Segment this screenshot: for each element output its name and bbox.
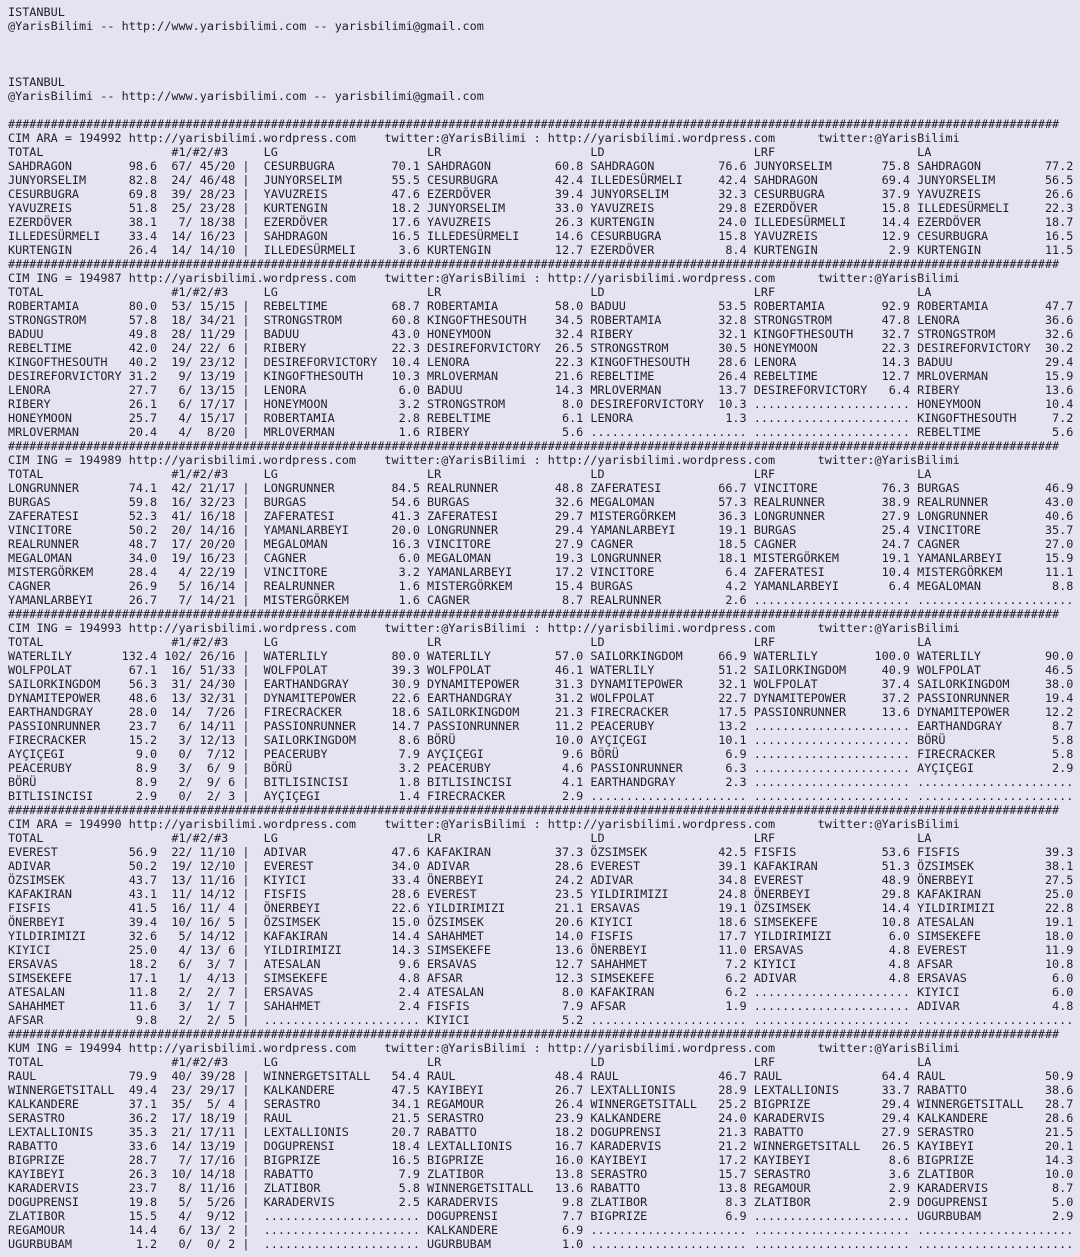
- table-row: LONGRUNNER 74.1 42/ 21/17 | LONGRUNNER 84.5 REALRUNNER 48.8 ZAFERATESI 66.7 VINCITORE 76.3 BURGAS 46.9: [8, 481, 1074, 495]
- table-row: PASSIONRUNNER 23.7 6/ 14/11 | PASSIONRUNNER 14.7 PASSIONRUNNER 11.2 PEACERUBY 13.2 ...................... EARTHANDGRAY 8.7: [8, 719, 1074, 733]
- column-header-row: TOTAL #1/#2/#3 LG LR LD LRF LA: [8, 1055, 932, 1069]
- table-row: DYNAMITEPOWER 48.6 13/ 32/31 | DYNAMITEPOWER 22.6 EARTHANDGRAY 31.2 WOLFPOLAT 22.7 DYNAMITEPOWER 37.2 PASSIONRUNNER 19.4: [8, 691, 1074, 705]
- table-row: ÖZSIMSEK 43.7 13/ 11/16 | KIYICI 33.4 ÖNERBEYI 24.2 ADIVAR 34.8 EVEREST 48.9 ÖNERBEYI 27.5: [8, 873, 1074, 887]
- table-row: ATESALAN 11.8 2/ 2/ 7 | ERSAVAS 2.4 ATESALAN 8.0 KAFAKIRAN 6.2 ...................... KIYICI 6.0: [8, 985, 1074, 999]
- table-row: ILLEDESÜRMELI 33.4 14/ 16/23 | SAHDRAGON 16.5 ILLEDESÜRMELI 14.6 CESURBUGRA 15.8 YAVUZREIS 12.9 CESURBUGRA 16.5: [8, 229, 1074, 243]
- table-row: SAHDRAGON 98.6 67/ 45/20 | CESURBUGRA 70.1 SAHDRAGON 60.8 SAHDRAGON 76.6 JUNYORSELIM 75.8 SAHDRAGON 77.2: [8, 159, 1074, 173]
- table-row: YAMANLARBEYI 26.7 7/ 14/21 | MISTERGÖRKEM 1.6 CAGNER 8.7 REALRUNNER 2.6 ...................... ......................: [8, 593, 1074, 607]
- table-row: WOLFPOLAT 67.1 16/ 51/33 | WOLFPOLAT 39.3 WOLFPOLAT 46.1 WATERLILY 51.2 SAILORKINGDOM 40.9 WOLFPOLAT 46.5: [8, 663, 1074, 677]
- table-row: KARADERVIS 23.7 8/ 11/16 | ZLATIBOR 5.8 WINNERGETSITALL 13.6 RABATTO 13.8 REGAMOUR 2.9 KARADERVIS 8.7: [8, 1181, 1074, 1195]
- table-row: FIRECRACKER 15.2 3/ 12/13 | SAILORKINGDOM 8.6 BÖRÜ 10.0 AYÇIÇEGI 10.1 ...................... BÖRÜ 5.8: [8, 733, 1074, 747]
- table-row: EZERDÖVER 38.1 7/ 18/38 | EZERDÖVER 17.6 YAVUZREIS 26.3 KURTENGIN 24.0 ILLEDESÜRMELI 14.4 EZERDÖVER 18.7: [8, 215, 1074, 229]
- table-row: MEGALOMAN 34.0 19/ 16/23 | CAGNER 6.0 MEGALOMAN 19.3 LONGRUNNER 18.1 MISTERGÖRKEM 19.1 YAMANLARBEYI 15.9: [8, 551, 1074, 565]
- table-row: DOGUPRENSI 19.8 5/ 5/26 | KARADERVIS 2.5 KARADERVIS 9.8 ZLATIBOR 8.3 ZLATIBOR 2.9 DOGUPRENSI 5.0: [8, 1195, 1074, 1209]
- table-row: RABATTO 33.6 14/ 13/19 | DOGUPRENSI 18.4 LEXTALLIONIS 16.7 KARADERVIS 21.2 WINNERGETSITALL 26.5 KAYIBEYI 20.1: [8, 1139, 1074, 1153]
- table-row: SIMSEKEFE 17.1 1/ 4/13 | SIMSEKEFE 4.8 AFSAR 12.3 SIMSEKEFE 6.2 ADIVAR 4.8 ERSAVAS 6.0: [8, 971, 1074, 985]
- section-title: CIM ING = 194993 http://yarisbilimi.wordpress.com twitter:@YarisBilimi : http://yarisbilimi.wordpress.com twitter:@YarisBilimi: [8, 621, 960, 635]
- section-title: CIM ARA = 194992 http://yarisbilimi.wordpress.com twitter:@YarisBilimi : http://yarisbilimi.wordpress.com twitter:@YarisBilimi: [8, 131, 960, 145]
- table-row: JUNYORSELIM 82.8 24/ 46/48 | JUNYORSELIM 55.5 CESURBUGRA 42.4 ILLEDESÜRMELI 42.4 SAHDRAGON 69.4 JUNYORSELIM 56.5: [8, 173, 1074, 187]
- report-body: [8, 117, 1080, 1251]
- blank-line: [8, 61, 1080, 75]
- table-row: ZLATIBOR 15.5 4/ 9/12 | ...................... DOGUPRENSI 7.7 BIGPRIZE 6.9 ...................... UGURBUBAM 2.9: [8, 1209, 1074, 1223]
- column-header-row: TOTAL #1/#2/#3 LG LR LD LRF LA: [8, 285, 932, 299]
- table-row: BURGAS 59.8 16/ 32/23 | BURGAS 54.6 BURGAS 32.6 MEGALOMAN 57.3 REALRUNNER 38.9 REALRUNNER 43.0: [8, 495, 1074, 509]
- table-row: SERASTRO 36.2 17/ 18/19 | RAUL 21.5 SERASTRO 23.9 KALKANDERE 24.0 KARADERVIS 29.4 KALKANDERE 28.6: [8, 1111, 1074, 1125]
- table-row: WINNERGETSITALL 49.4 23/ 29/17 | KALKANDERE 47.5 KAYIBEYI 26.7 LEXTALLIONIS 28.9 LEXTALLIONIS 33.7 RABATTO 38.6: [8, 1083, 1074, 1097]
- table-row: LEXTALLIONIS 35.3 21/ 17/11 | LEXTALLIONIS 20.7 RABATTO 18.2 DOGUPRENSI 21.3 RABATTO 27.9 SERASTRO 21.5: [8, 1125, 1074, 1139]
- table-row: SAILORKINGDOM 56.3 31/ 24/30 | EARTHANDGRAY 30.9 DYNAMITEPOWER 31.3 DYNAMITEPOWER 32.1 WOLFPOLAT 37.4 SAILORKINGDOM 38.0: [8, 677, 1074, 691]
- blank-line: [8, 33, 1080, 47]
- section-title: CIM ING = 194987 http://yarisbilimi.wordpress.com twitter:@YarisBilimi : http://yarisbilimi.wordpress.com twitter:@YarisBilimi: [8, 271, 960, 285]
- table-row: HONEYMOON 25.7 4/ 15/17 | ROBERTAMIA 2.8 REBELTIME 6.1 LENORA 1.3 ...................... KINGOFTHESOUTH 7.2: [8, 411, 1074, 425]
- table-row: ÖNERBEYI 39.4 10/ 16/ 5 | ÖZSIMSEK 15.0 ÖZSIMSEK 20.6 KIYICI 18.6 SIMSEKEFE 10.8 ATESALAN 19.1: [8, 915, 1074, 929]
- table-row: BÖRÜ 8.9 2/ 9/ 6 | BITLISINCISI 1.8 BITLISINCISI 4.1 EARTHANDGRAY 2.3 ...................... ......................: [8, 775, 1074, 789]
- masthead-byline: @YarisBilimi -- http://www.yarisbilimi.com -- yarisbilimi@gmail.com: [8, 19, 484, 33]
- table-row: FISFIS 41.5 16/ 11/ 4 | ÖNERBEYI 22.6 YILDIRIMIZI 21.1 ERSAVAS 19.1 ÖZSIMSEK 14.4 YILDIRIMIZI 22.8: [8, 901, 1074, 915]
- section-title: KUM ING = 194994 http://yarisbilimi.wordpress.com twitter:@YarisBilimi : http://yarisbilimi.wordpress.com twitter:@YarisBilimi: [8, 1041, 960, 1055]
- column-header-row: TOTAL #1/#2/#3 LG LR LD LRF LA: [8, 831, 932, 845]
- table-row: EVEREST 56.9 22/ 11/10 | ADIVAR 47.6 KAFAKIRAN 37.3 ÖZSIMSEK 42.5 FISFIS 53.6 FISFIS 39.3: [8, 845, 1074, 859]
- section-title: CIM ARA = 194990 http://yarisbilimi.wordpress.com twitter:@YarisBilimi : http://yarisbilimi.wordpress.com twitter:@YarisBilimi: [8, 817, 960, 831]
- table-row: KALKANDERE 37.1 35/ 5/ 4 | SERASTRO 34.1 REGAMOUR 26.4 WINNERGETSITALL 25.2 BIGPRIZE 29.4 WINNERGETSITALL 28.7: [8, 1097, 1074, 1111]
- table-row: EARTHANDGRAY 28.0 14/ 7/26 | FIRECRACKER 18.6 SAILORKINGDOM 21.3 FIRECRACKER 17.5 PASSIONRUNNER 13.6 DYNAMITEPOWER 12.2: [8, 705, 1074, 719]
- column-header-row: TOTAL #1/#2/#3 LG LR LD LRF LA: [8, 145, 932, 159]
- table-row: BITLISINCISI 2.9 0/ 2/ 3 | AYÇIÇEGI 1.4 FIRECRACKER 2.9 ...................... ...................... ......................: [8, 789, 1074, 803]
- table-row: ZAFERATESI 52.3 41/ 16/18 | ZAFERATESI 41.3 ZAFERATESI 29.7 MISTERGÖRKEM 36.3 LONGRUNNER 27.9 LONGRUNNER 40.6: [8, 509, 1074, 523]
- section-divider: ####################################################################################################################################################: [8, 439, 1060, 453]
- table-row: REGAMOUR 14.4 6/ 13/ 2 | ...................... KALKANDERE 6.9 ...................... ...................... ......................: [8, 1223, 1074, 1237]
- section-divider: ####################################################################################################################################################: [8, 803, 1060, 817]
- section-divider: ####################################################################################################################################################: [8, 1027, 1060, 1041]
- table-row: LENORA 27.7 6/ 13/15 | LENORA 6.0 BADUU 14.3 MRLOVERMAN 13.7 DESIREFORVICTORY 6.4 RIBERY 13.6: [8, 383, 1074, 397]
- table-row: SAHAHMET 11.6 3/ 1/ 7 | SAHAHMET 2.4 FISFIS 7.9 AFSAR 1.9 ...................... ADIVAR 4.8: [8, 999, 1074, 1013]
- table-row: WATERLILY 132.4 102/ 26/16 | WATERLILY 80.0 WATERLILY 57.0 SAILORKINGDOM 66.9 WATERLILY 100.0 WATERLILY 90.0: [8, 649, 1074, 663]
- table-row: DESIREFORVICTORY 31.2 9/ 13/19 | KINGOFTHESOUTH 10.3 MRLOVERMAN 21.6 REBELTIME 26.4 REBELTIME 12.7 MRLOVERMAN 15.9: [8, 369, 1074, 383]
- table-row: YILDIRIMIZI 32.6 5/ 14/12 | KAFAKIRAN 14.4 SAHAHMET 14.0 FISFIS 17.7 YILDIRIMIZI 6.0 SIMSEKEFE 18.0: [8, 929, 1074, 943]
- table-row: BADUU 49.8 28/ 11/29 | BADUU 43.0 HONEYMOON 32.4 RIBERY 32.1 KINGOFTHESOUTH 32.7 STRONGSTROM 32.6: [8, 327, 1074, 341]
- table-row: KURTENGIN 26.4 14/ 14/10 | ILLEDESÜRMELI 3.6 KURTENGIN 12.7 EZERDÖVER 8.4 KURTENGIN 2.9 KURTENGIN 11.5: [8, 243, 1074, 257]
- table-row: AFSAR 9.8 2/ 2/ 5 | ...................... KIYICI 5.2 ...................... ...................... ......................: [8, 1013, 1074, 1027]
- table-row: PEACERUBY 8.9 3/ 6/ 9 | BÖRÜ 3.2 PEACERUBY 4.6 PASSIONRUNNER 6.3 ...................... AYÇIÇEGI 2.9: [8, 761, 1074, 775]
- table-row: UGURBUBAM 1.2 0/ 0/ 2 | ...................... UGURBUBAM 1.0 ...................... ...................... ......................: [8, 1237, 1074, 1251]
- table-row: MISTERGÖRKEM 28.4 4/ 22/19 | VINCITORE 3.2 YAMANLARBEYI 17.2 VINCITORE 6.4 ZAFERATESI 10.4 MISTERGÖRKEM 11.1: [8, 565, 1074, 579]
- table-row: KAFAKIRAN 43.1 11/ 14/12 | FISFIS 28.6 EVEREST 23.5 YILDIRIMIZI 24.8 ÖNERBEYI 29.8 KAFAKIRAN 25.0: [8, 887, 1074, 901]
- table-row: ROBERTAMIA 80.0 53/ 15/15 | REBELTIME 68.7 ROBERTAMIA 58.0 BADUU 53.5 ROBERTAMIA 92.9 ROBERTAMIA 47.7: [8, 299, 1074, 313]
- table-row: VINCITORE 50.2 20/ 14/16 | YAMANLARBEYI 20.0 LONGRUNNER 29.4 YAMANLARBEYI 19.1 BURGAS 25.4 VINCITORE 35.7: [8, 523, 1074, 537]
- table-row: REBELTIME 42.0 24/ 22/ 6 | RIBERY 22.3 DESIREFORVICTORY 26.5 STRONGSTROM 30.5 HONEYMOON 22.3 DESIREFORVICTORY 30.2: [8, 341, 1074, 355]
- blank-line: [8, 103, 1080, 117]
- table-row: REALRUNNER 48.7 17/ 20/20 | MEGALOMAN 16.3 VINCITORE 27.9 CAGNER 18.5 CAGNER 24.7 CAGNER 27.0: [8, 537, 1074, 551]
- section-divider: ####################################################################################################################################################: [8, 117, 1060, 131]
- section-title: CIM ING = 194989 http://yarisbilimi.wordpress.com twitter:@YarisBilimi : http://yarisbilimi.wordpress.com twitter:@YarisBilimi: [8, 453, 960, 467]
- masthead-location: ISTANBUL: [8, 5, 65, 19]
- masthead-location: ISTANBUL: [8, 75, 65, 89]
- table-row: STRONGSTROM 57.8 18/ 34/21 | STRONGSTROM 60.8 KINGOFTHESOUTH 34.5 ROBERTAMIA 32.8 STRONGSTROM 47.8 LENORA 36.6: [8, 313, 1074, 327]
- masthead: [8, 5, 1080, 117]
- table-row: KINGOFTHESOUTH 40.2 19/ 23/12 | DESIREFORVICTORY 10.4 LENORA 22.3 KINGOFTHESOUTH 28.6 LENORA 14.3 BADUU 29.4: [8, 355, 1074, 369]
- table-row: KIYICI 25.0 4/ 13/ 6 | YILDIRIMIZI 14.3 SIMSEKEFE 13.6 ÖNERBEYI 11.0 ERSAVAS 4.8 EVEREST 11.9: [8, 943, 1074, 957]
- table-row: CESURBUGRA 69.8 39/ 28/23 | YAVUZREIS 47.6 EZERDÖVER 39.4 JUNYORSELIM 32.3 CESURBUGRA 37.9 YAVUZREIS 26.6: [8, 187, 1074, 201]
- table-row: KAYIBEYI 26.3 10/ 14/18 | RABATTO 7.9 ZLATIBOR 13.8 SERASTRO 15.7 SERASTRO 3.6 ZLATIBOR 10.0: [8, 1167, 1074, 1181]
- table-row: MRLOVERMAN 20.4 4/ 8/20 | MRLOVERMAN 1.6 RIBERY 5.6 ...................... ...................... REBELTIME 5.6: [8, 425, 1074, 439]
- table-row: BIGPRIZE 28.7 7/ 17/16 | BIGPRIZE 16.5 BIGPRIZE 16.0 KAYIBEYI 17.2 KAYIBEYI 8.6 BIGPRIZE 14.3: [8, 1153, 1074, 1167]
- blank-line: [8, 47, 1080, 61]
- table-row: RIBERY 26.1 6/ 17/17 | HONEYMOON 3.2 STRONGSTROM 8.0 DESIREFORVICTORY 10.3 ...................... HONEYMOON 10.4: [8, 397, 1074, 411]
- section-divider: ####################################################################################################################################################: [8, 257, 1060, 271]
- table-row: YAVUZREIS 51.8 25/ 23/28 | KURTENGIN 18.2 JUNYORSELIM 33.0 YAVUZREIS 29.8 EZERDÖVER 15.8 ILLEDESÜRMELI 22.3: [8, 201, 1074, 215]
- table-row: AYÇIÇEGI 9.0 0/ 7/12 | PEACERUBY 7.9 AYÇIÇEGI 9.6 BÖRÜ 6.9 ...................... FIRECRACKER 5.8: [8, 747, 1074, 761]
- table-row: CAGNER 26.9 5/ 16/14 | REALRUNNER 1.6 MISTERGÖRKEM 15.4 BURGAS 4.2 YAMANLARBEYI 6.4 MEGALOMAN 8.8: [8, 579, 1074, 593]
- table-row: ADIVAR 50.2 19/ 12/10 | EVEREST 34.0 ADIVAR 28.6 EVEREST 39.1 KAFAKIRAN 51.3 ÖZSIMSEK 38.1: [8, 859, 1074, 873]
- masthead-byline: @YarisBilimi -- http://www.yarisbilimi.com -- yarisbilimi@gmail.com: [8, 89, 484, 103]
- column-header-row: TOTAL #1/#2/#3 LG LR LD LRF LA: [8, 467, 932, 481]
- column-header-row: TOTAL #1/#2/#3 LG LR LD LRF LA: [8, 635, 932, 649]
- table-row: ERSAVAS 18.2 6/ 3/ 7 | ATESALAN 9.6 ERSAVAS 12.7 SAHAHMET 7.2 KIYICI 4.8 AFSAR 10.8: [8, 957, 1074, 971]
- table-row: RAUL 79.9 40/ 39/28 | WINNERGETSITALL 54.4 RAUL 48.4 RAUL 46.7 RAUL 64.4 RAUL 50.9: [8, 1069, 1074, 1083]
- section-divider: ####################################################################################################################################################: [8, 607, 1060, 621]
